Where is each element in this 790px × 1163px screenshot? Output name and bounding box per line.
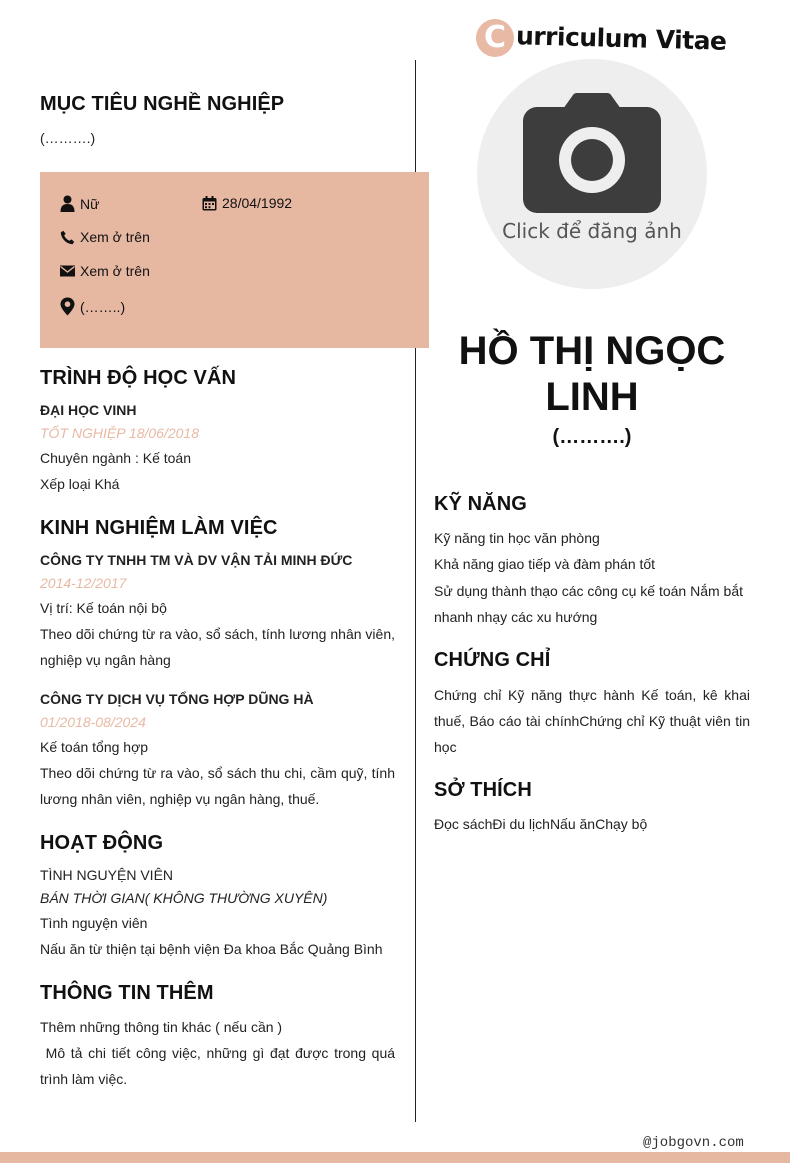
phone-row[interactable] <box>60 229 150 245</box>
cv-logo <box>476 16 727 60</box>
job-description[interactable]: Theo dõi chứng từ ra vào, sổ sách thu chi, cầm quỹ, tính lương nhân viên, nghiệp vụ ngân hàng, thuế. <box>40 765 395 807</box>
birthdate-value: 28/04/1992 <box>222 195 293 211</box>
photo-upload[interactable] <box>477 59 707 289</box>
objective-text[interactable]: (……….) <box>40 130 96 146</box>
job-date[interactable]: 2014-12/2017 <box>40 575 127 591</box>
person-icon <box>60 195 75 212</box>
school-name[interactable]: ĐẠI HỌC VINH <box>40 402 137 418</box>
phone-value: Xem ở trên <box>80 229 150 245</box>
education-grade[interactable]: Xếp loại Khá <box>40 476 120 492</box>
education-title: TRÌNH ĐỘ HỌC VẤN <box>40 367 237 389</box>
full-name[interactable]: HỒ THỊ NGỌC LINH <box>458 329 726 419</box>
logo-c-circle: C <box>476 19 514 57</box>
camera-icon <box>523 93 661 213</box>
certificates-text[interactable]: Chứng chỉ Kỹ năng thực hành Kế toán, kê khai thuế, Báo cáo tài chínhChứng chỉ Kỹ thuật viên tin học <box>434 687 750 755</box>
job-company[interactable]: CÔNG TY TNHH TM VÀ DV VẬN TẢI MINH ĐỨC <box>40 552 353 568</box>
location-icon <box>60 297 75 316</box>
activities-title: HOẠT ĐỘNG <box>40 832 164 854</box>
activity-time[interactable]: BÁN THỜI GIAN( KHÔNG THƯỜNG XUYÊN) <box>40 890 328 906</box>
graduation-date[interactable]: TỐT NGHIỆP 18/06/2018 <box>40 425 199 441</box>
hobbies-text[interactable]: Đọc sáchĐi du lịchNấu ănChạy bộ <box>434 816 648 832</box>
email-row[interactable] <box>60 263 150 279</box>
job-title[interactable]: (……….) <box>552 426 632 448</box>
job-position[interactable]: Kế toán tổng hợp <box>40 739 149 755</box>
mail-icon <box>60 265 75 277</box>
email-value: Xem ở trên <box>80 263 150 279</box>
calendar-icon <box>202 196 217 211</box>
skills-title: KỸ NĂNG <box>434 493 527 515</box>
additional-info-description[interactable]: Mô tả chi tiết công việc, những gì đạt được trong quá trình làm việc. <box>40 1045 399 1087</box>
personal-info-box <box>40 172 429 348</box>
experience-title: KINH NGHIỆM LÀM VIỆC <box>40 517 278 539</box>
logo-text: urriculum Vitae <box>515 20 727 56</box>
gender-row[interactable] <box>60 195 99 212</box>
footer-bar <box>0 1152 790 1163</box>
activity-description[interactable]: Nấu ăn từ thiện tại bệnh viện Đa khoa Bắc Quảng Bình <box>40 941 383 957</box>
footer-watermark: @jobgovn.com <box>643 1135 744 1151</box>
job-position[interactable]: Vị trí: Kế toán nội bộ <box>40 600 167 616</box>
gender-value: Nữ <box>80 195 100 212</box>
objective-title: MỤC TIÊU NGHỀ NGHIỆP <box>40 93 285 115</box>
additional-info-line[interactable]: Thêm những thông tin khác ( nếu cần ) <box>40 1019 283 1035</box>
education-major[interactable]: Chuyên ngành : Kế toán <box>40 450 192 466</box>
activity-org[interactable]: TÌNH NGUYỆN VIÊN <box>40 867 174 883</box>
skill-item[interactable]: Kỹ năng tin học văn phòng <box>434 530 600 546</box>
hobbies-title: SỞ THÍCH <box>434 779 532 801</box>
job-company[interactable]: CÔNG TY DỊCH VỤ TỔNG HỢP DŨNG HÀ <box>40 691 314 707</box>
additional-info-title: THÔNG TIN THÊM <box>40 982 214 1004</box>
job-date[interactable]: 01/2018-08/2024 <box>40 714 146 730</box>
photo-caption: Click để đăng ảnh <box>502 219 682 243</box>
phone-icon <box>60 230 75 245</box>
job-description[interactable]: Theo dõi chứng từ ra vào, sổ sách, tính lương nhân viên, nghiệp vụ ngân hàng <box>40 626 395 668</box>
skill-item[interactable]: Khả năng giao tiếp và đàm phán tốt <box>434 556 656 572</box>
address-value: (……..) <box>80 298 126 315</box>
birthdate-row[interactable] <box>202 195 292 211</box>
activity-role[interactable]: Tình nguyện viên <box>40 915 148 931</box>
certificates-title: CHỨNG CHỈ <box>434 649 551 671</box>
address-row[interactable] <box>60 297 125 316</box>
skill-item[interactable]: Sử dụng thành thạo các công cụ kế toán Nắm bắt nhanh nhạy các xu hướng <box>434 583 744 625</box>
